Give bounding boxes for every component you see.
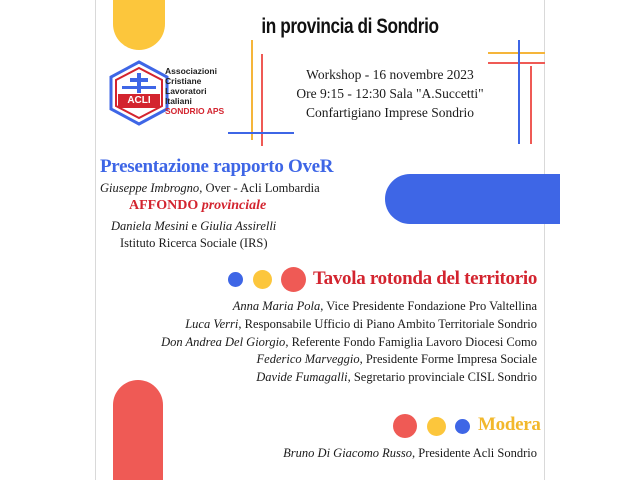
poster-right-border	[544, 0, 545, 480]
round-table-speaker	[257, 351, 537, 367]
org-line: Associazioni	[165, 66, 217, 76]
org-line: Cristiane	[165, 76, 202, 86]
moderator-role: , Presidente Acli Sondrio	[412, 446, 537, 460]
org-aps: SONDRIO APS	[165, 106, 225, 116]
yellow-horizontal-line-right	[488, 52, 545, 54]
blue-vertical-line-right	[518, 40, 520, 144]
logo-acronym: ACLI	[127, 95, 151, 106]
speaker-name: Davide Fumagalli	[256, 370, 348, 384]
round-table-title: Tavola rotonda del territorio	[313, 268, 538, 289]
speaker-role: , Presidente Forme Impresa Sociale	[359, 352, 537, 366]
speaker-name: Anna Maria Pola	[232, 299, 321, 313]
round-table-speaker	[256, 369, 537, 385]
blue-horizontal-line	[228, 132, 294, 134]
speaker-role: , Vice Presidente Fondazione Pro Valtellina	[320, 299, 537, 313]
speaker-name: Luca Verri	[185, 317, 239, 331]
speaker-role: , Referente Fondo Famiglia Lavoro Diocesi Como	[285, 335, 537, 349]
blue-dot-icon	[228, 272, 243, 287]
blue-dot-icon	[455, 419, 470, 434]
round-table-speaker	[161, 334, 537, 350]
affondo-label: AFFONDO	[129, 198, 199, 213]
affondo-authors	[111, 218, 276, 234]
event-venue: Confartigiano Imprese Sondrio	[306, 105, 474, 120]
red-dot-icon	[393, 414, 417, 438]
moderator-name: Bruno Di Giacomo Russo	[283, 446, 412, 460]
event-time-room: Ore 9:15 - 12:30 Sala "A.Succetti"	[296, 86, 484, 101]
yellow-vertical-line	[251, 40, 253, 140]
poster-left-border	[95, 0, 96, 480]
affondo-institute: Istituto Ricerca Sociale (IRS)	[120, 236, 268, 250]
affondo-sub: provinciale	[201, 198, 267, 213]
event-details	[270, 65, 510, 122]
author-name: Giulia Assirelli	[200, 219, 277, 233]
red-horizontal-line-right	[488, 62, 545, 64]
red-pill-decoration	[113, 380, 163, 480]
yellow-dot-icon	[427, 417, 446, 436]
round-table-speaker	[185, 316, 537, 332]
red-dot-icon	[281, 267, 306, 292]
yellow-dot-icon	[253, 270, 272, 289]
org-line: Lavoratori	[165, 86, 207, 96]
organization-name	[165, 66, 224, 116]
presentation-speaker	[100, 180, 320, 196]
red-vertical-line-right	[530, 66, 532, 144]
author-conjunction: e	[188, 219, 201, 233]
moderator	[283, 445, 537, 461]
event-date: Workshop - 16 novembre 2023	[306, 67, 474, 82]
affondo-heading	[129, 198, 266, 214]
speaker-role: , Over - Acli Lombardia	[199, 181, 320, 195]
speaker-name: Giuseppe Imbrogno	[100, 181, 200, 195]
blue-pill-decoration	[385, 174, 560, 224]
round-table-speaker	[233, 298, 537, 314]
presentation-title: Presentazione rapporto OveR	[100, 156, 334, 177]
acli-hexagon-icon	[108, 60, 170, 126]
speaker-role: , Segretario provinciale CISL Sondrio	[347, 370, 537, 384]
speaker-name: Federico Marveggio	[256, 352, 360, 366]
author-name: Daniela Mesini	[111, 219, 189, 233]
speaker-name: Don Andrea Del Giorgio	[161, 335, 286, 349]
poster-title: in provincia di Sondrio	[261, 15, 439, 38]
speaker-role: , Responsabile Ufficio di Piano Ambito Territoriale Sondrio	[238, 317, 537, 331]
moderator-title: Modera	[478, 414, 541, 435]
org-line: Italiani	[165, 96, 192, 106]
